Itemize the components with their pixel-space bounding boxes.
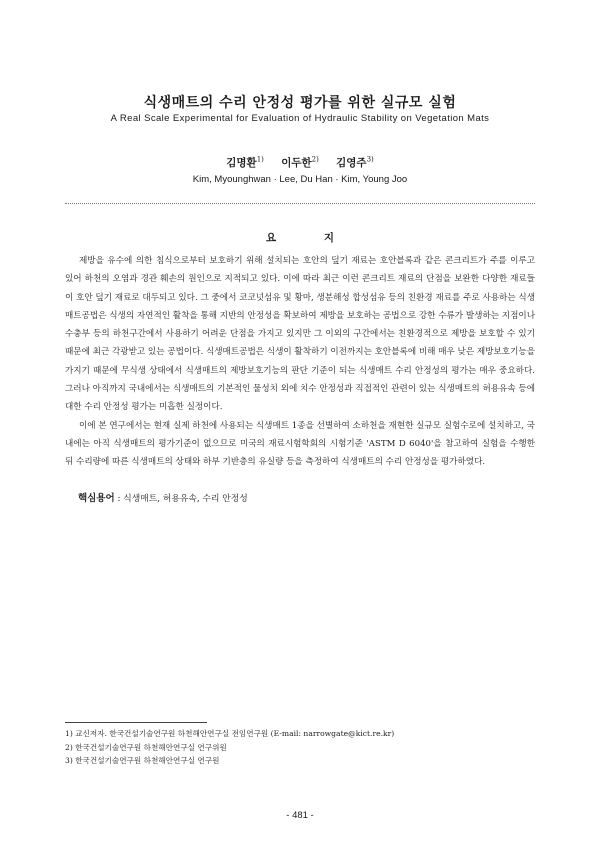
header-divider xyxy=(65,203,535,204)
paper-title-korean: 식생매트의 수리 안정성 평가를 위한 실규모 실험 xyxy=(143,95,457,111)
author-footnote-mark: 3) xyxy=(366,155,374,164)
abstract-paragraph: 제방을 유수에 의한 침식으로부터 보호하기 위해 설치되는 호안의 덮기 재료는 호안블록과 같은 콘크리트가 주를 이루고 있어 하천의 오염과 경관 훼손의 원인으로 지적되고 있다. 이에 따라 최근 이런 콘크리트 재료의 단점을 보완한 다양한 재료들이 호안 덮기 재료로 대두되고 있다. 그 중에서 코코넛섬유 및 황마, 생분해성 합성섬유 등의 친환경 재료를 주로 사용하는 식생매트공법은 식생의 자연적인 활착을 통해 지반의 안정성을 확보하여 제방을 보호하는 공법으로 강한 수류가 발생하는 지점이나 수충부 등의 하천구간에서 사용하기 어려운 단점을 가지고 있지만 그 이외의 구간에서는 친환경적으로 제방을 보호할 수 있기 때문에 최근 각광받고 있는 공법이다. 식생매트공법은 식생이 활착하기 이전까지는 호안블록에 비해 매우 낮은 제방보호기능을 가지기 때문에 무식생 상태에서 식생매트의 제방보호기능의 판단 기준이 되는 식생매트 수리 안정성의 평가는 매우 중요하다. 그러나 아직까지 국내에서는 식생매트의 기본적인 물성치 외에 치수 안정성과 직접적인 관련이 있는 식생매트의 허용유속 등에 대한 수리 안정성 평가는 미흡한 실정이다. xyxy=(65,256,535,413)
author-name: 김영주 xyxy=(336,157,367,169)
footnotes xyxy=(65,727,545,768)
keywords-line xyxy=(78,490,538,504)
abstract-heading: 요 지 xyxy=(266,232,356,244)
author-name: 이두한 xyxy=(281,157,312,169)
paper-title-english: A Real Scale Experimental for Evaluation of Hydraulic Stability on Vegetation Mats xyxy=(110,113,490,124)
abstract-body xyxy=(65,252,535,472)
author-list-english: Kim, Myounghwan · Lee, Du Han · Kim, Young Joo xyxy=(192,174,408,185)
footnote-item: 1) 교신저자. 한국건설기술연구원 하천해안연구실 전임연구원 (E-mail: narrowgate@kict.re.kr) xyxy=(65,729,395,738)
page-number: - 481 - xyxy=(286,810,314,821)
keywords-separator: : xyxy=(114,494,124,504)
footnote-divider xyxy=(65,722,207,723)
author-list-korean xyxy=(0,155,600,170)
author-name: 김명환 xyxy=(226,157,257,169)
author-footnote-mark: 2) xyxy=(311,155,319,164)
abstract-paragraph: 이에 본 연구에서는 현재 실제 하천에 사용되는 식생매트 1종을 선별하여 소하천을 재현한 실규모 실험수로에 설치하고, 국내에는 아직 식생매트의 평가기준이 없으므로 미국의 재료시험학회의 시험기준 'ASTM D 6040'을 참고하여 실험을 수행한 뒤 수리량에 따른 식생매트의 상태와 하부 기반층의 유실량 등을 측정하여 식생매트의 수리 안정성을 평가하였다. xyxy=(65,420,535,468)
keywords-label: 핵심용어 xyxy=(78,493,115,504)
author-footnote-mark: 1) xyxy=(256,155,264,164)
keywords-values: 식생매트, 허용유속, 수리 안정성 xyxy=(123,494,248,504)
footnote-item: 2) 한국건설기술연구원 하천해안연구실 연구위원 xyxy=(65,742,227,752)
footnote-item: 3) 한국건설기술연구원 하천해안연구실 연구원 xyxy=(65,756,220,765)
